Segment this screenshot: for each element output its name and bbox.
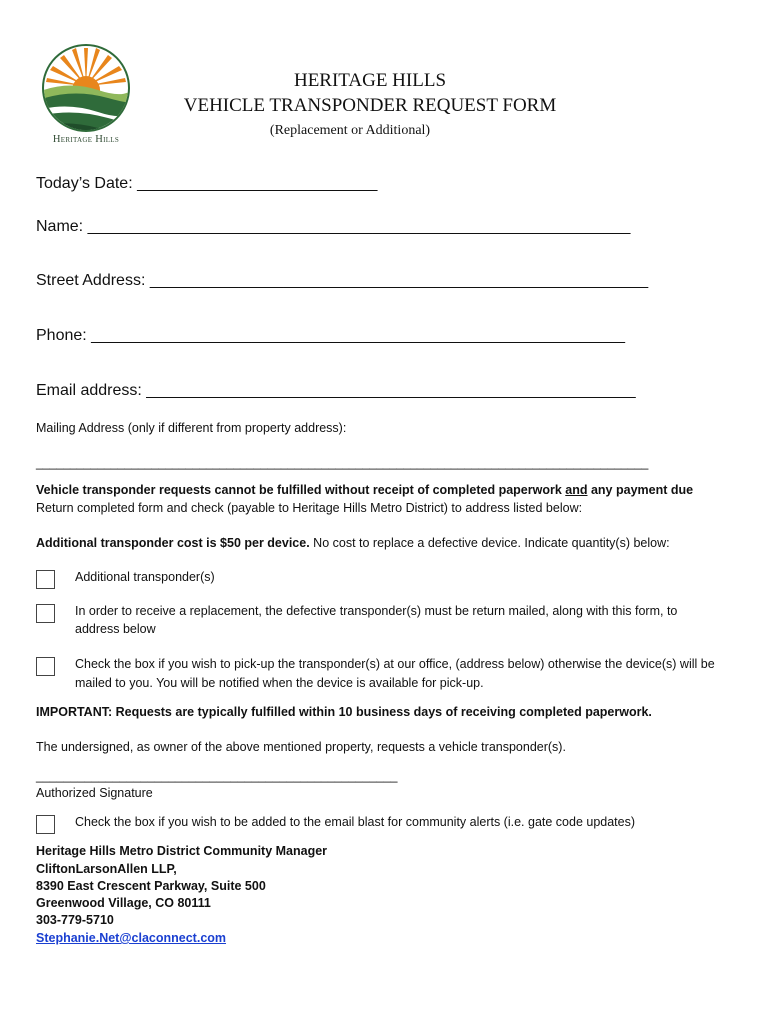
replacement-label-line1: In order to receive a replacement, the defective transponder(s) must be return mailed, along with this form, to (75, 604, 678, 618)
cost-notice (36, 536, 670, 550)
additional-transponder-checkbox[interactable] (36, 570, 55, 589)
contact-city: Greenwood Village, CO 80111 (36, 896, 211, 910)
email-blast-checkbox[interactable] (36, 815, 55, 834)
important-notice: IMPORTANT: Requests are typically fulfilled within 10 business days of receiving completed paperwork. (36, 705, 652, 719)
replacement-label-line2: address below (75, 622, 156, 636)
notice-text-and: and (565, 483, 588, 497)
form-title: VEHICLE TRANSPONDER REQUEST FORM (183, 95, 557, 116)
additional-transponder-label: Additional transponder(s) (75, 570, 215, 584)
contact-phone: 303-779-5710 (36, 913, 114, 927)
page-title: HERITAGE HILLS (293, 70, 447, 91)
logo-wordmark: Heritage Hills (52, 134, 120, 145)
street-address-field[interactable]: Street Address: ________________________________________________________ (36, 272, 649, 289)
notice-text-post: any payment due (587, 483, 694, 497)
undersigned-statement: The undersigned, as owner of the above mentioned property, requests a vehicle transponder(s). (36, 740, 566, 754)
phone-field[interactable]: Phone: ____________________________________________________________ (36, 327, 626, 344)
form-subtitle-note: (Replacement or Additional) (269, 123, 431, 138)
pickup-label-line1: Check the box if you wish to pick-up the transponder(s) at our office, (address below) otherwise the device(s) will be (75, 657, 715, 671)
contact-street: 8390 East Crescent Parkway, Suite 500 (36, 879, 266, 893)
name-field[interactable]: Name: _____________________________________________________________ (36, 218, 631, 235)
email-blast-label: Check the box if you wish to be added to the email blast for community alerts (i.e. gate code updates) (75, 815, 636, 829)
pickup-checkbox[interactable] (36, 657, 55, 676)
email-address-field[interactable]: Email address: _______________________________________________________ (36, 382, 636, 399)
contact-company: CliftonLarsonAllen LLP, (36, 862, 177, 876)
return-instructions: Return completed form and check (payable to Heritage Hills Metro District) to address listed below: (36, 501, 583, 515)
signature-line[interactable]: ____________________________________________________ (36, 769, 398, 783)
mailing-address-label: Mailing Address (only if different from property address): (36, 421, 347, 435)
mailing-address-line[interactable]: __________________________________________________________________________________________ (36, 456, 649, 470)
signature-label: Authorized Signature (36, 786, 153, 800)
cost-notice-rest: No cost to replace a defective device. Indicate quantity(s) below: (309, 536, 670, 550)
pickup-label-line2: mailed to you. You will be notified when the device is available for pick-up. (75, 676, 484, 690)
replacement-checkbox[interactable] (36, 604, 55, 623)
notice-text-pre: Vehicle transponder requests cannot be fulfilled without receipt of completed paperwork (36, 483, 566, 497)
cost-notice-bold: Additional transponder cost is $50 per device. (36, 536, 310, 550)
contact-title: Heritage Hills Metro District Community Manager (36, 844, 328, 858)
contact-email-link[interactable]: Stephanie.Net@claconnect.com (36, 931, 227, 945)
paperwork-requirement-notice (36, 483, 693, 497)
todays-date-field[interactable]: Today’s Date: ___________________________ (36, 175, 378, 192)
